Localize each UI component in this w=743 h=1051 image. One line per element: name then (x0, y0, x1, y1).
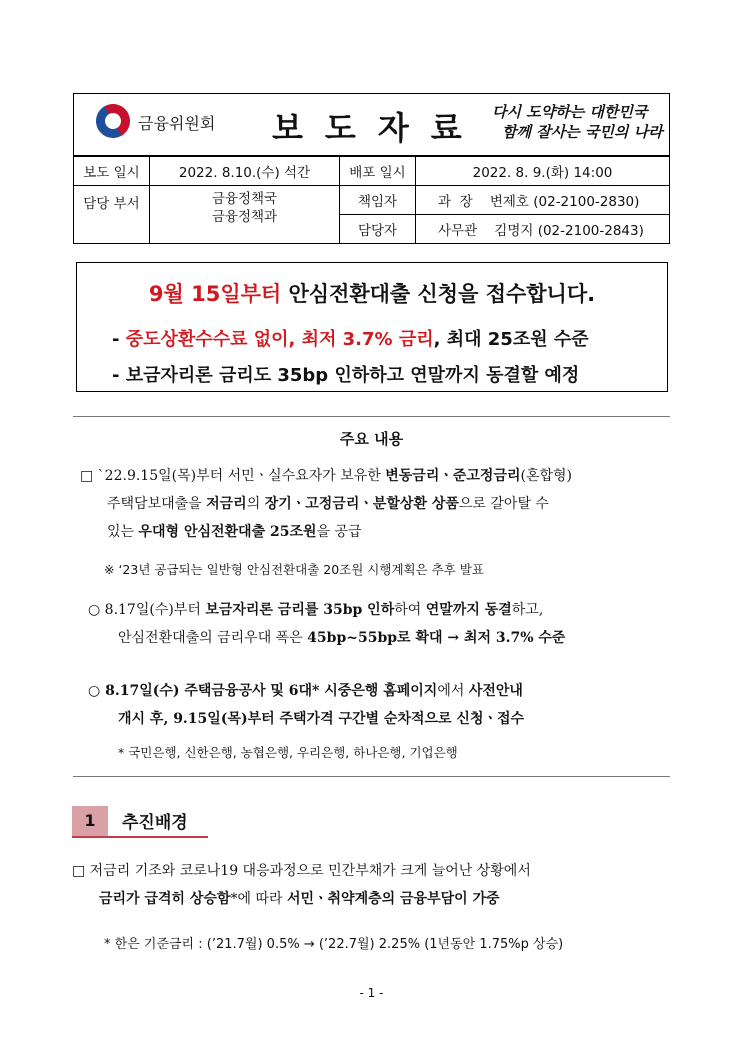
section-title: 추진배경 (122, 813, 188, 833)
dept-label: 담당 부서 (74, 186, 150, 244)
summary-item-1-line-2: 주택담보대출을 저금리의 장기ㆍ고정금리ㆍ분할상환 상품으로 갈아탈 수 (107, 496, 549, 512)
slogan (492, 102, 663, 142)
summary-item-1 (80, 462, 670, 546)
responsible-label: 책임자 (340, 186, 416, 215)
dept-division: 금융정책과 (211, 209, 278, 225)
responsible-value: 과 장 변제호 (02-2100-2830) (416, 186, 670, 215)
page-number: - 1 - (359, 986, 384, 1000)
summary-item-2-line-1: ○ 8.17일(수)부터 보금자리론 금리를 35bp 인하하여 연말까지 동결하고, (88, 602, 544, 618)
distribute-value: 2022. 8. 9.(화) 14:00 (416, 157, 670, 186)
summary-item-1-line-3: 있는 우대형 안심전환대출 25조원을 공급 (107, 524, 362, 540)
section1-line-1: □ 저금리 기조와 코로나19 대응과정으로 민간부채가 크게 늘어난 상황에서 (72, 863, 531, 879)
contact-label: 담당자 (340, 215, 416, 244)
summary-item-3-line-1: ○ 8.17일(수) 주택금융공사 및 6대* 시중은행 홈페이지에서 사전안내 (88, 683, 523, 699)
summary-item-1-line-1: □ `22.9.15일(목)부터 서민ㆍ실수요자가 보유한 변동금리ㆍ준고정금리(혼합형) (80, 468, 572, 484)
section1-paragraph (72, 857, 672, 913)
section1-line-2: 금리가 급격히 상승함*에 따라 서민ㆍ취약계층의 금융부담이 가중 (99, 891, 500, 907)
release-value: 2022. 8.10.(수) 석간 (150, 157, 340, 186)
dept-value (150, 186, 340, 244)
headline-title (76, 278, 668, 308)
slogan-line-2: 함께 잘사는 국민의 나라 (502, 123, 663, 141)
contact-value: 사무관 김명지 (02-2100-2843) (416, 215, 670, 244)
summary-note-2: * 국민은행, 신한은행, 농협은행, 우리은행, 하나은행, 기업은행 (118, 745, 458, 760)
summary-heading: 주요 내용 (339, 430, 404, 448)
org-name: 금융위원회 (138, 114, 216, 133)
section1-note: * 한은 기준금리 : (’21.7월) 0.5% → (’22.7월) 2.25% (1년동안 1.75%p 상승) (104, 937, 564, 952)
headline-sub-2: - 보금자리론 금리도 35bp 인하하고 연말까지 동결할 예정 (112, 365, 580, 386)
section-underline (72, 836, 208, 838)
section-number: 1 (72, 806, 108, 836)
dash: - (112, 329, 126, 350)
headline-title-date: 9월 15일부터 (148, 282, 282, 306)
divider-bottom (73, 776, 670, 777)
page-title: 보도자료 (272, 109, 484, 147)
summary-item-3-line-2: 개시 후, 9.15일(목)부터 주택가격 구간별 순차적으로 신청ㆍ접수 (118, 711, 525, 727)
headline-sub-1-rest: , 최대 25조원 수준 (433, 329, 589, 350)
headline-sub-1 (112, 325, 589, 351)
headline-title-rest: 안심전환대출 신청을 접수합니다. (281, 282, 596, 306)
dept-bureau: 금융정책국 (211, 191, 278, 207)
summary-item-3 (88, 677, 673, 733)
summary-note-1: ※ ‘23년 공급되는 일반형 안심전환대출 20조원 시행계획은 추후 발표 (104, 562, 484, 577)
divider-top (73, 416, 670, 417)
summary-item-2-line-2: 안심전환대출의 금리우대 폭은 45bp~55bp로 확대 → 최저 3.7% 수준 (118, 630, 566, 646)
distribute-label: 배포 일시 (340, 157, 416, 186)
release-label: 보도 일시 (74, 157, 150, 186)
info-table (73, 156, 670, 244)
slogan-line-1: 다시 도약하는 대한민국 (492, 103, 648, 121)
summary-item-2 (88, 596, 673, 652)
headline-sub-1-highlight: 중도상환수수료 없이, 최저 3.7% 금리 (125, 329, 434, 350)
